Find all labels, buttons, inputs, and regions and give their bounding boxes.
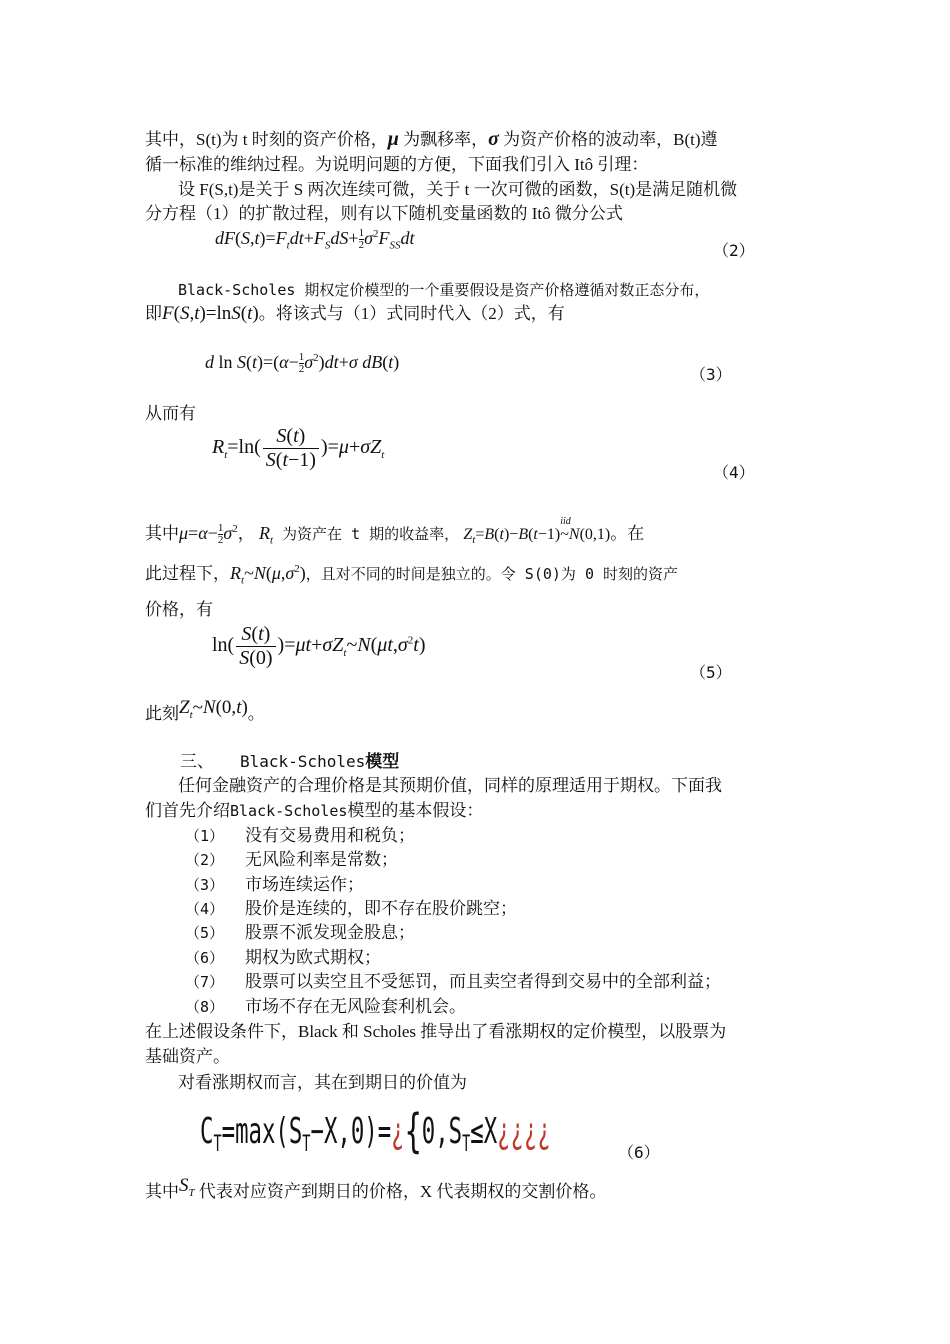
text: Black-Scholes <box>230 802 348 820</box>
para-line <box>145 557 810 593</box>
section-title: Black-Scholes <box>240 752 366 771</box>
item-text: 期权为欧式期权； <box>245 948 381 967</box>
inline-math: $Z_t=B(t)-B(t-1)$ iid ~N(0,1) <box>463 526 610 543</box>
item-text: 股价是连续的，即不存在股价跳空； <box>245 899 517 918</box>
text: 们首先介绍 <box>145 801 230 820</box>
inline-math: $S_T$ <box>179 1175 195 1199</box>
text: 。 <box>247 704 265 723</box>
item-text: 市场连续运作； <box>245 875 364 894</box>
para-line <box>145 302 810 326</box>
para-line <box>145 517 810 547</box>
inline-math: F(S,t)=lnS(t) <box>162 303 259 324</box>
iid-label: iid <box>560 516 571 527</box>
item-text: 无风险利率是常数； <box>245 850 398 869</box>
text: 。在 <box>610 524 645 543</box>
para-line <box>145 127 810 152</box>
equation-6: $C_T=\max(S_T-X,0)=¿\{0,S_T\le X¿¿¿¿$ <box>200 1104 551 1158</box>
text: 为资产价格的波动率，B(t)遵 <box>498 130 718 149</box>
text: ，且对不同的时间是独立的。令 S(0)为 0 时刻的资产 <box>305 565 679 583</box>
inline-math: $R_t\sim N(\mu,\sigma^2)$ <box>230 563 306 587</box>
section-number: 三、 <box>180 752 214 771</box>
section-heading <box>180 750 845 774</box>
text: 为资产在 t 期的收益率， <box>273 525 460 543</box>
sigma-symbol: σ <box>488 128 499 150</box>
equation-number: （5） <box>690 663 732 682</box>
item-text: 市场不存在无风险套利机会。 <box>245 997 466 1016</box>
item-number: （1） <box>185 827 225 845</box>
equation-number: （6） <box>618 1143 660 1162</box>
para-line <box>178 278 843 302</box>
text: 此过程下， <box>145 564 230 583</box>
equation-3: d ln S(t)=(α− $\frac{1}{2}\sigma^2)dt+\sigma$ dB(t) <box>205 351 400 376</box>
para-line: 在上述假设条件下，Black 和 Scholes 推导出了看涨期权的定价模型，以股票为 <box>145 1022 727 1041</box>
equation-5: ln( $\frac{S(t)}{S(0)}$ )$=\mu t+\sigma Z_t\sim N(\mu t,\sigma^2t)$ <box>212 623 426 669</box>
text: 此刻 <box>145 704 179 723</box>
mu-symbol: μ <box>387 128 399 150</box>
inline-math: $Z_t\sim N(0,t)$ <box>179 697 248 721</box>
para-line: 对看涨期权而言，其在到期日的价值为 <box>178 1073 467 1092</box>
para-line <box>145 1175 810 1211</box>
text: 。将该式与（1）式同时代入（2）式，有 <box>258 304 565 323</box>
equation-number: （2） <box>713 241 755 260</box>
inline-math: $R_t$ <box>258 523 274 547</box>
para-line <box>145 799 810 823</box>
text: 其中 <box>145 1182 179 1201</box>
text: ， <box>237 524 255 543</box>
item-number: （2） <box>185 851 225 869</box>
section-title: 模型 <box>365 752 400 771</box>
para-line: 从而有 <box>145 404 196 423</box>
text: 其中，S(t)为 t 时刻的资产价格， <box>145 130 388 149</box>
item-number: （7） <box>185 973 225 991</box>
text: 代表对应资产到期日的价格，X 代表期权的交割价格。 <box>194 1182 607 1201</box>
item-text: 股票可以卖空且不受惩罚，而且卖空者得到交易中的全部利益； <box>245 972 721 991</box>
text: 为飘移率， <box>398 130 489 149</box>
equation-number: （3） <box>690 365 732 384</box>
equation-2: $dF(S,t)=F_tdt+F_SdS+$ $\frac{1}{2}\sigma^2F_{SS}dt$ <box>215 227 415 252</box>
text: 模型的基本假设： <box>347 801 484 820</box>
text: 即 <box>145 304 162 323</box>
garbled-char: ¿¿¿¿ <box>497 1111 551 1152</box>
item-number: （6） <box>185 949 225 967</box>
para-line: 任何金融资产的合理价格是其预期价值，同样的原理适用于期权。下面我 <box>178 776 722 795</box>
item-number: （3） <box>185 876 225 894</box>
item-number: （8） <box>185 998 225 1016</box>
para-line: 循一标准的维纳过程。为说明问题的方便，下面我们引入 Itô 引理： <box>145 155 649 174</box>
garbled-char: ¿ <box>391 1111 405 1152</box>
item-number: （4） <box>185 900 225 918</box>
inline-math: μ=α− $\frac{1}{2}\sigma^2$ <box>179 522 238 547</box>
item-text: 股票不派发现金股息； <box>245 923 415 942</box>
item-number: （5） <box>185 924 225 942</box>
para-line <box>145 697 810 733</box>
text: Black-Scholes 期权定价模型的一个重要假设是资产价格遵循对数正态分布， <box>178 281 710 299</box>
text: 其中 <box>145 524 179 543</box>
para-line: 价格，有 <box>145 600 213 619</box>
para-line: 设 F(S,t)是关于 S 两次连续可微，关于 t 一次可微的函数，S(t)是满足随机微 <box>178 180 738 199</box>
para-line: 分方程（1）的扩散过程，则有以下随机变量函数的 Itô 微分公式 <box>145 204 623 223</box>
para-line: 基础资产。 <box>145 1047 230 1066</box>
item-text: 没有交易费用和税负； <box>245 826 415 845</box>
equation-number: （4） <box>713 463 755 482</box>
equation-4: $R_t=\ln$( $\frac{S(t)}{S(t-1)}$ )$=\mu+\sigma Z_t$ <box>212 425 385 471</box>
